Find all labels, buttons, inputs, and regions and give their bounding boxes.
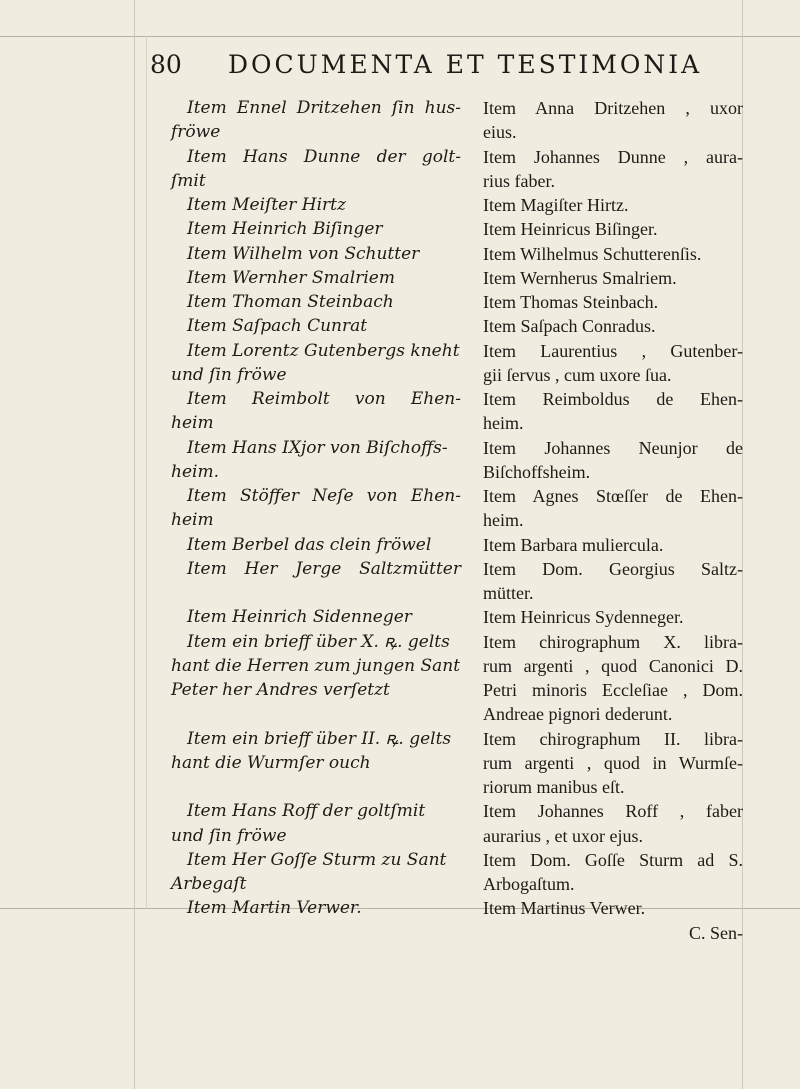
latin-text-line: mütter. <box>483 583 534 603</box>
german-text-line: Item Heinrich Sidenneger <box>187 607 412 628</box>
latin-text-line: Item chirographum X. libra- <box>483 631 743 652</box>
german-text-line: Item Reimbolt von Ehen- <box>187 389 461 409</box>
latin-text-line: Item Barbara muliercula. <box>483 534 664 555</box>
latin-text-line: Item Anna Dritzehen , uxor <box>483 98 743 118</box>
german-text-line: Item Wilhelm von Schutter <box>187 243 420 264</box>
latin-text-line: Item Johannes Neunjor de <box>483 437 743 458</box>
latin-text-line: Arbogaſtum. <box>483 874 575 894</box>
latin-text-line: Item Reimboldus de Ehen- <box>483 389 743 409</box>
german-column <box>171 96 461 921</box>
latin-text-line: Item chirographum II. libra- <box>483 728 743 749</box>
latin-text-line: rum argenti , quod in Wurmſe- <box>483 752 743 773</box>
latin-text-line: eius. <box>483 122 517 143</box>
latin-text-line: Item Agnes Stœſſer de Ehen- <box>483 486 743 506</box>
german-text-line: heim <box>171 510 214 531</box>
german-text-line: Item Berbel das clein fröwel <box>187 534 432 555</box>
latin-text-line: Item Dom. Georgius Saltz- <box>483 558 743 579</box>
german-text-line: Item ein brieff über II. ꝶ. gelts <box>187 728 452 749</box>
latin-text-line: Item Johannes Roff , faber <box>483 801 743 822</box>
latin-text-line: Item Laurentius , Gutenber- <box>483 340 743 361</box>
german-text-line: Item Her Goſſe Sturm zu Sant <box>187 849 447 870</box>
page-header <box>150 50 740 90</box>
german-text-line <box>171 581 461 605</box>
german-text-line: fröwe <box>171 122 221 143</box>
latin-text-line: C. Sen- <box>689 922 743 943</box>
scan-edge-left-inner <box>146 36 147 909</box>
german-text-line: Item Wernher Smalriem <box>187 267 395 288</box>
german-text-line: Item Hans Dunne der golt- <box>187 146 461 167</box>
german-text-line <box>171 775 461 799</box>
latin-text-line: riorum manibus eſt. <box>483 777 625 797</box>
german-text-line: Item ein brieff über X. ꝶ. gelts <box>187 631 450 652</box>
latin-text-line: Petri minoris Eccleſiae , Dom. <box>483 680 743 700</box>
latin-text-line: Item Thomas Steinbach. <box>483 292 659 312</box>
latin-text-line: Item Johannes Dunne , aura- <box>483 146 743 167</box>
german-text-line: und ſin fröwe <box>171 364 287 385</box>
german-text-line: heim. <box>171 461 219 482</box>
german-text-line: Item Hans Roff der goltſmit <box>187 801 426 822</box>
german-text-line: Item Martin Verwer. <box>187 898 362 919</box>
german-text-line: Peter her Andres verſetzt <box>171 680 390 700</box>
latin-text-line: Item Dom. Goſſe Sturm ad S. <box>483 849 743 870</box>
running-head: DOCUMENTA ET TESTIMONIA <box>228 50 703 79</box>
latin-text-line: rum argenti , quod Canonici D. <box>483 655 743 676</box>
german-text-line <box>171 702 461 726</box>
latin-text-line: Item Magiſter Hirtz. <box>483 195 629 215</box>
latin-text-line: aurarius , et uxor ejus. <box>483 825 643 846</box>
latin-text-line: Item Wilhelmus Schutterenſis. <box>483 243 702 264</box>
scan-edge-top <box>0 36 800 37</box>
latin-text-line: Item Martinus Verwer. <box>483 898 646 919</box>
latin-text-line: Item Saſpach Conradus. <box>483 316 656 337</box>
latin-text-line: Item Heinricus Sydenneger. <box>483 607 684 628</box>
german-text-line: Item Heinrich Biſinger <box>187 219 383 240</box>
german-text-line: Arbegaſt <box>171 874 247 894</box>
german-text-line: Item Thoman Steinbach <box>187 292 394 312</box>
latin-text-line: heim. <box>483 413 524 434</box>
german-text-line: hant die Herren zum jungen Sant <box>171 655 461 676</box>
scan-edge-left <box>134 0 135 1089</box>
german-text-line: hant die Wurmſer ouch <box>171 752 371 773</box>
latin-text-line: Item Heinricus Biſinger. <box>483 219 658 240</box>
german-text-line: Item Stöffer Neſe von Ehen- <box>187 486 461 506</box>
latin-text-line: rius faber. <box>483 170 555 191</box>
latin-text-line: Biſchoffsheim. <box>483 461 591 482</box>
german-text-line: und ſin fröwe <box>171 825 287 846</box>
german-text-line: Item Her Jerge Saltzmütter <box>187 558 461 579</box>
german-text-line: Item Meiſter Hirtz <box>187 195 346 215</box>
latin-column <box>483 96 743 945</box>
german-text-line: Item Lorentz Gutenbergs kneht <box>187 340 460 361</box>
page-number: 80 <box>150 50 182 79</box>
german-text-line: Item Ennel Dritzehen ſin hus- <box>187 98 461 118</box>
german-text-line: ſmit <box>171 170 206 191</box>
german-text-line: heim <box>171 413 214 434</box>
latin-text-line: Item Wernherus Smalriem. <box>483 267 677 288</box>
german-text-line: Item Hans IXjor von Biſchoffs- <box>187 437 448 458</box>
latin-text-line: heim. <box>483 510 524 531</box>
latin-text-line: Andreae pignori dederunt. <box>483 704 673 725</box>
latin-text-line: gii ſervus , cum uxore ſua. <box>483 364 672 385</box>
german-text-line: Item Saſpach Cunrat <box>187 316 368 337</box>
